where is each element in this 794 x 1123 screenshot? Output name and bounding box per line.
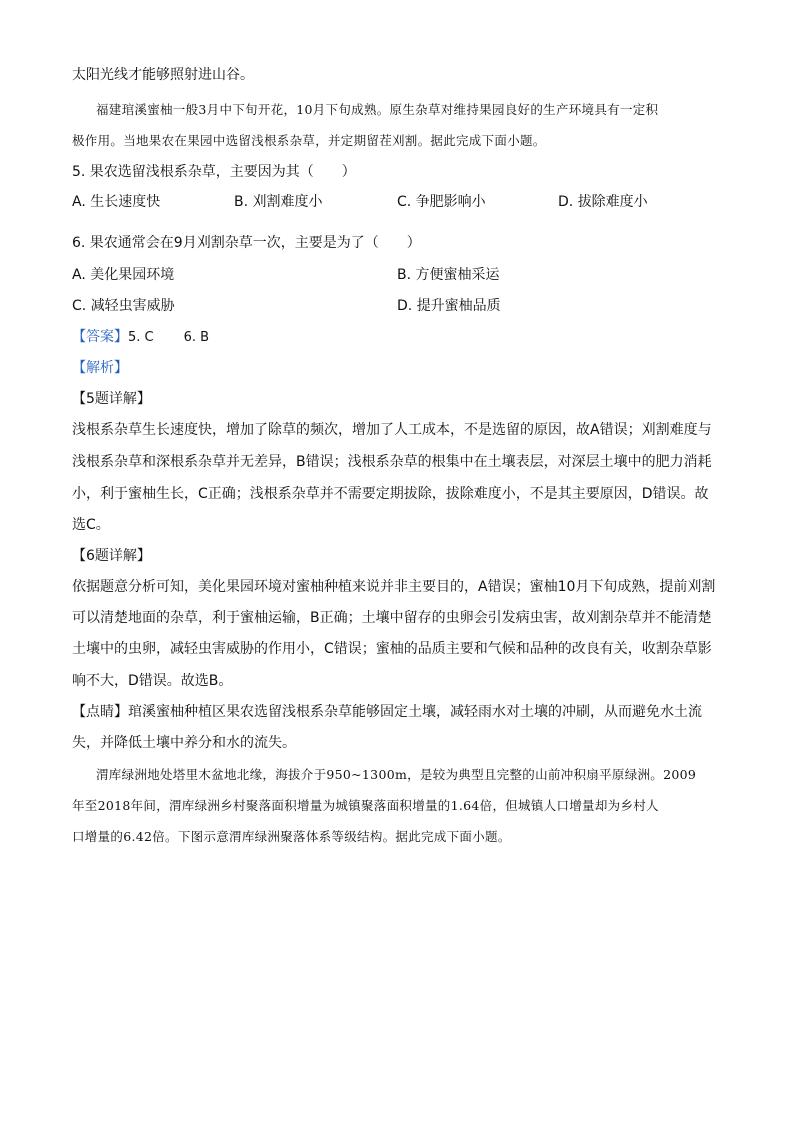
option-label: A. [72, 194, 86, 210]
next-intro-line-3: 口增量的6.42倍。下图示意渭库绿洲聚落体系等级结构。据此完成下面小题。 [72, 829, 511, 844]
intro-line-2: 极作用。当地果农在果园中选留浅根系杂草，并定期留茬刈割。据此完成下面小题。 [72, 133, 546, 148]
intro-line-1: 福建琯溪蜜柚一般3月中下旬开花，10月下旬成熟。原生杂草对维持果园良好的生产环境具有一定积 [96, 102, 659, 117]
option-text: 生长速度快 [90, 194, 161, 210]
detail-5-line: 浅根系杂草和深根系杂草并无差异，B错误；浅根系杂草的根集中在土壤表层，对深层土壤中的肥力消耗 [72, 454, 712, 470]
question-6-stem: 6. 果农通常会在9月刈割杂草一次，主要是为了（ ） [72, 235, 421, 251]
question-5-stem: 5. 果农选留浅根系杂草，主要因为其（ ） [72, 164, 356, 180]
option-text: 刈割难度小 [252, 194, 323, 210]
detail-6-tag: 【6题详解】 [72, 548, 151, 564]
option-label: D. [558, 194, 574, 210]
detail-5-tag: 【5题详解】 [72, 391, 151, 407]
comment-line-1 [72, 703, 702, 721]
option-label: B. [234, 194, 249, 210]
q6-option-d [397, 297, 501, 315]
option-text: 拔除难度小 [577, 194, 648, 210]
answer-tag: 【答案】 [72, 329, 128, 345]
answer-5: 5. C [128, 330, 154, 345]
q5-option-a [72, 193, 160, 211]
q6-option-c [72, 297, 175, 315]
option-text: 减轻虫害威胁 [90, 298, 175, 314]
next-intro-line-2: 年至2018年间，渭库绿洲乡村聚落面积增量为城镇聚落面积增量的1.64倍，但城镇人口增量却为乡村人 [72, 798, 659, 813]
option-text: 方便蜜柚采运 [415, 267, 500, 283]
detail-6-line: 土壤中的虫卵，减轻虫害威胁的作用小，C错误；蜜柚的品质主要和气候和品种的改良有关，收割杂草影 [72, 641, 712, 657]
option-label: A. [72, 267, 86, 283]
detail-5-line: 小，利于蜜柚生长，C正确；浅根系杂草并不需要定期拔除，拔除难度小，不是其主要原因，D错误。故 [72, 486, 709, 502]
option-text: 争肥影响小 [415, 194, 486, 210]
comment-line-2: 失，并降低土壤中养分和水的流失。 [72, 735, 296, 751]
option-label: C. [397, 194, 412, 210]
comment-text: 琯溪蜜柚种植区果农选留浅根系杂草能够固定土壤，减轻雨水对土壤的冲刷，从而避免水土流 [128, 704, 702, 720]
q5-option-d [558, 193, 648, 211]
next-intro-line-1: 渭库绿洲地处塔里木盆地北缘，海拔介于950~1300m，是较为典型且完整的山前冲积扇平原绿洲。2009 [96, 767, 697, 782]
intro-line-0: 太阳光线才能够照射进山谷。 [72, 67, 254, 83]
option-label: D. [397, 298, 413, 314]
q5-option-c [397, 193, 486, 211]
detail-6-line: 响不大，D错误。故选B。 [72, 673, 233, 689]
detail-6-line: 依据题意分析可知，美化果园环境对蜜柚种植来说并非主要目的，A错误；蜜柚10月下旬成熟，提前刈割 [72, 579, 716, 595]
q6-option-b [397, 266, 500, 284]
option-text: 提升蜜柚品质 [416, 298, 501, 314]
answer-6: 6. B [183, 330, 210, 345]
answer-line [72, 328, 209, 347]
analysis-tag: 【解析】 [72, 360, 128, 376]
detail-5-line: 浅根系杂草生长速度快，增加了除草的频次，增加了人工成本，不是选留的原因，故A错误；刈割难度与 [72, 422, 712, 438]
option-text: 美化果园环境 [90, 267, 175, 283]
comment-tag: 【点睛】 [72, 704, 128, 720]
q6-option-a [72, 266, 174, 284]
detail-5-line: 选C。 [72, 517, 110, 533]
q5-option-b [234, 193, 323, 211]
detail-6-line: 可以清楚地面的杂草，利于蜜柚运输，B正确；土壤中留存的虫卵会引发病虫害，故刈割杂草并不能清楚 [72, 610, 712, 626]
option-label: C. [72, 298, 87, 314]
option-label: B. [397, 267, 412, 283]
